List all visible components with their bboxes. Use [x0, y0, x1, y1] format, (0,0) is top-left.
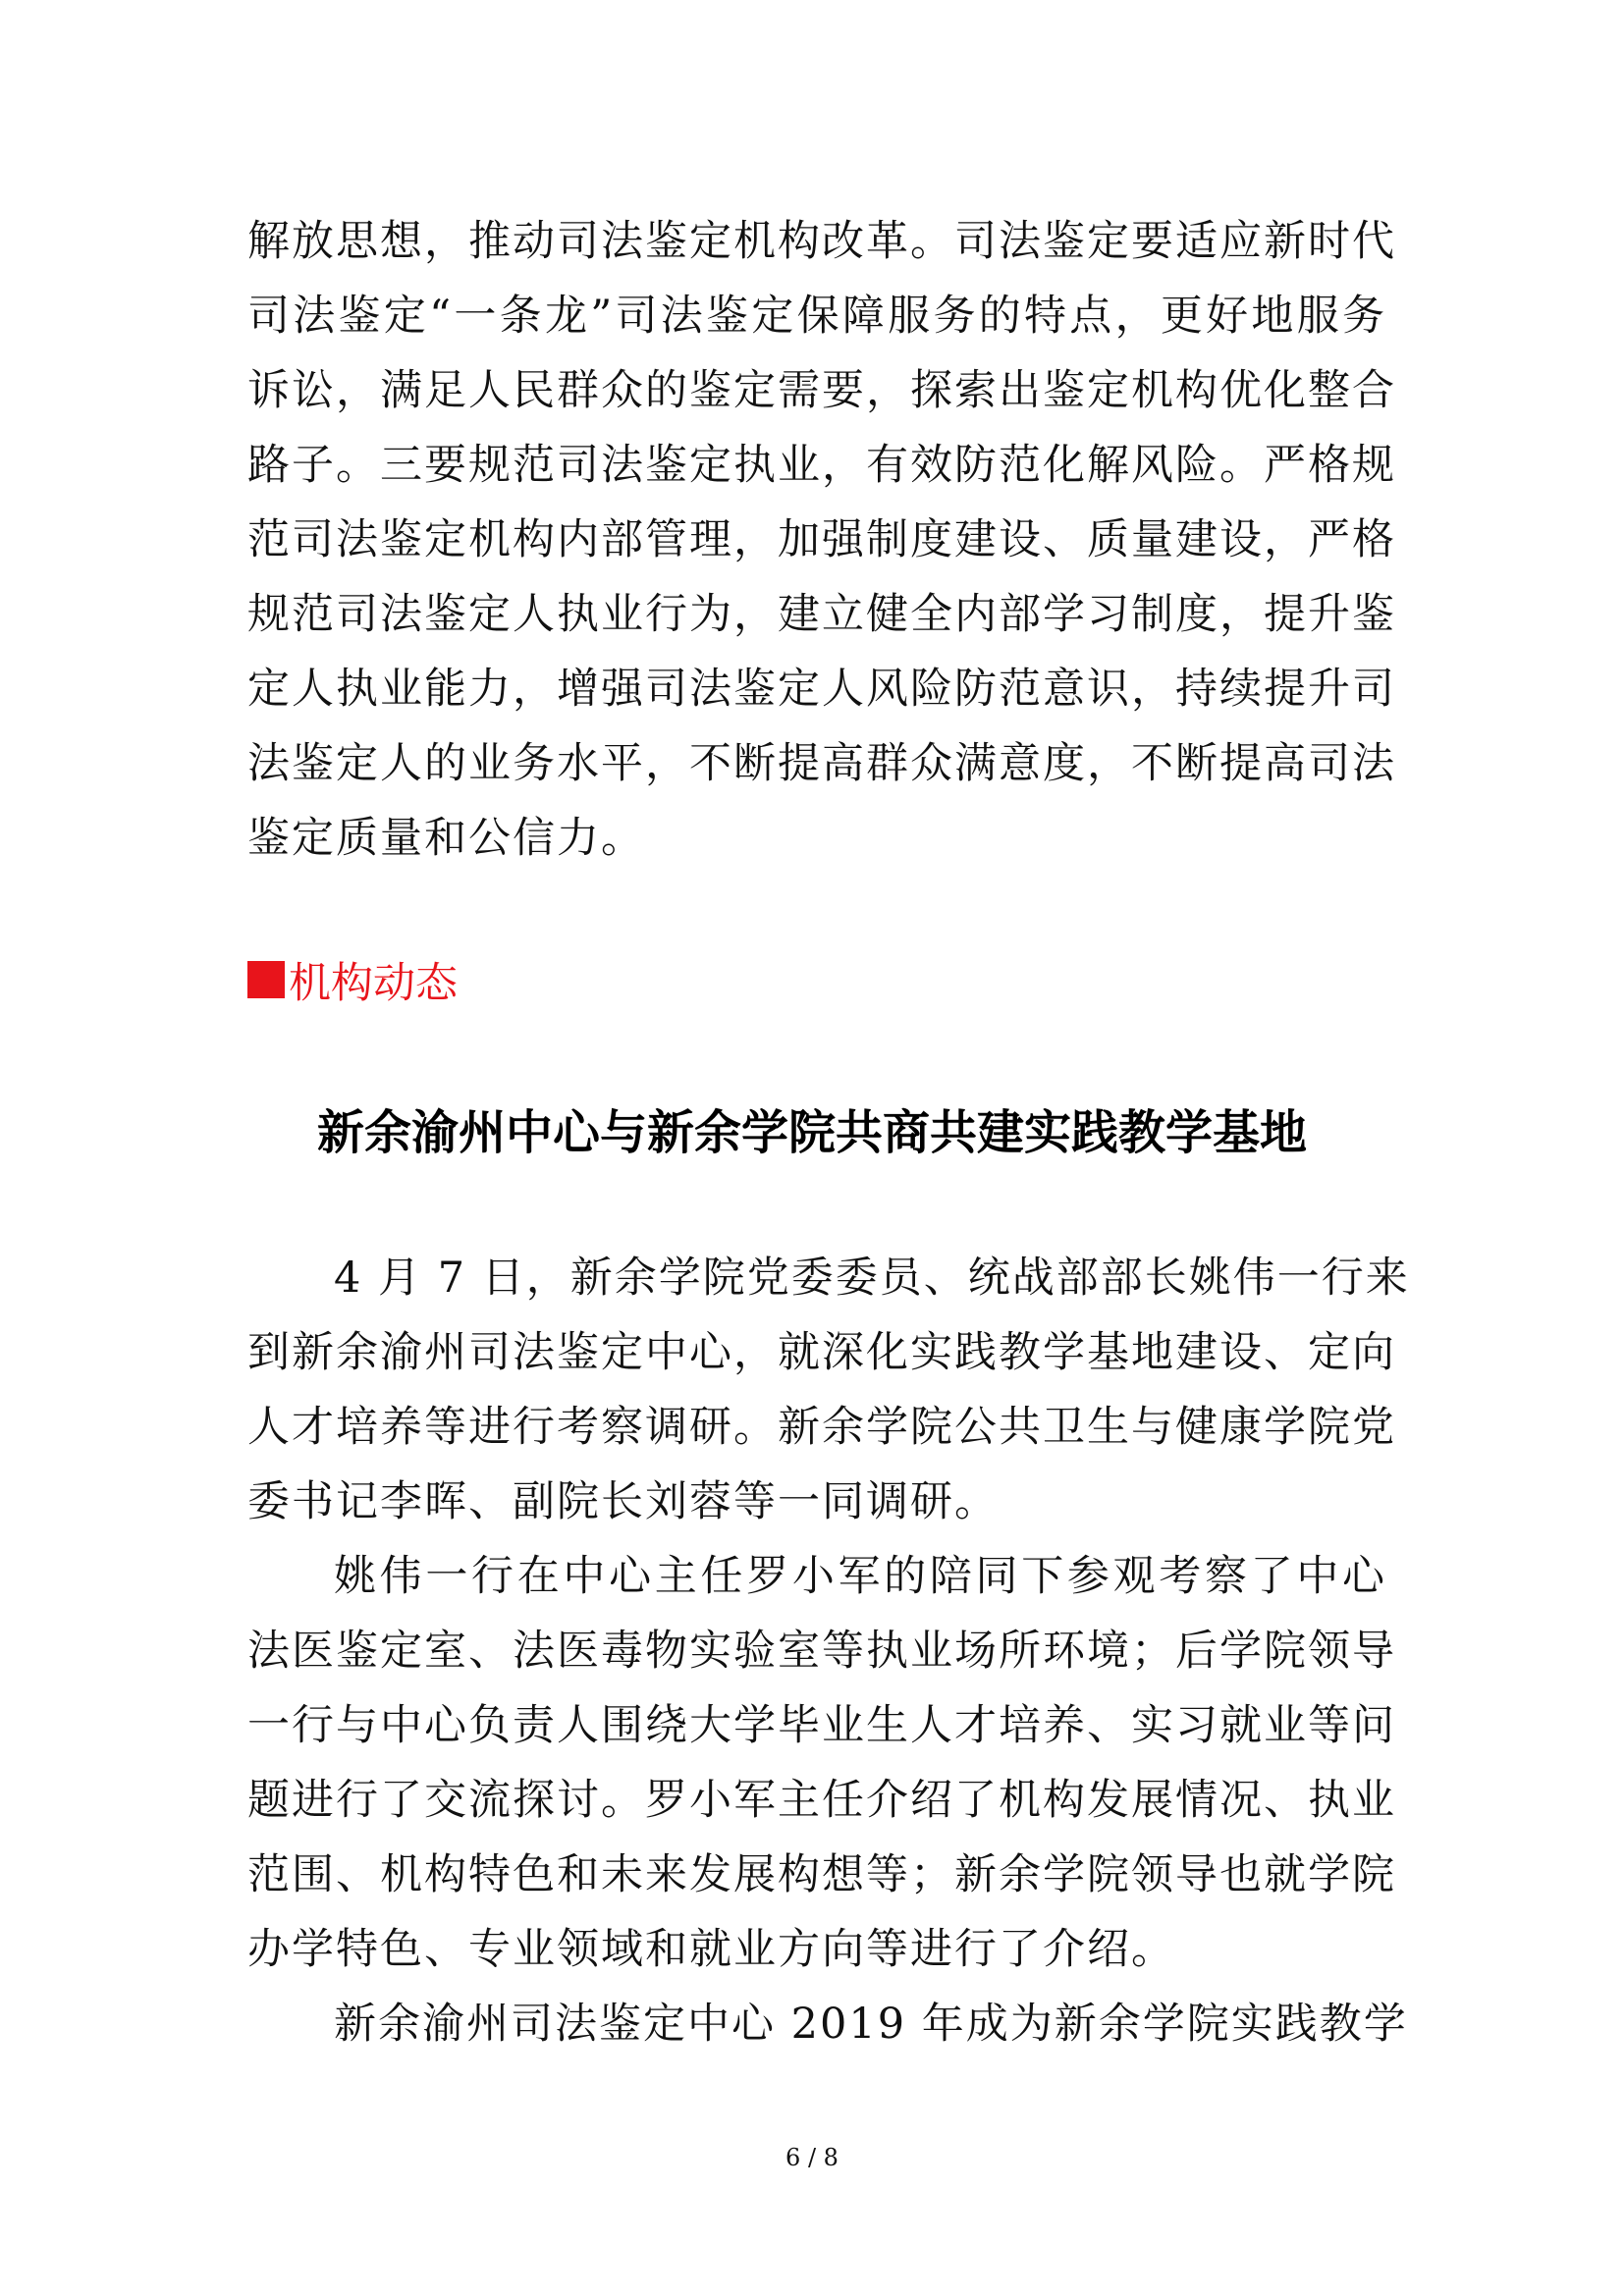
paragraph-line: 一行与中心负责人围绕大学毕业生人才培养、实习就业等问 [247, 1701, 1396, 1750]
paragraph-line: 解放思想，推动司法鉴定机构改革。司法鉴定要适应新时代 [247, 217, 1396, 266]
paragraph-line: 定人执业能力，增强司法鉴定人风险防范意识，持续提升司 [247, 665, 1396, 714]
article-title: 新余渝州中心与新余学院共商共建实践教学基地 [316, 1105, 1307, 1160]
paragraph-line: 委书记李晖、副院长刘蓉等一同调研。 [247, 1477, 999, 1526]
paragraph-line: 诉讼，满足人民群众的鉴定需要，探索出鉴定机构优化整合 [247, 366, 1396, 415]
paragraph-line: 人才培养等进行考察调研。新余学院公共卫生与健康学院党 [247, 1403, 1396, 1452]
section-header [247, 952, 458, 1007]
paragraph-line: 到新余渝州司法鉴定中心，就深化实践教学基地建设、定向 [247, 1328, 1396, 1377]
page-number: 6 / 8 [785, 2144, 839, 2171]
paragraph-line: 司法鉴定“一条龙”司法鉴定保障服务的特点，更好地服务 [247, 292, 1386, 341]
paragraph-line: 路子。三要规范司法鉴定执业，有效防范化解风险。严格规 [247, 441, 1396, 490]
section-label: 机构动态 [289, 958, 458, 1008]
paragraph-line: 法医鉴定室、法医毒物实验室等执业场所环境；后学院领导 [247, 1627, 1396, 1676]
paragraph-line: 法鉴定人的业务水平，不断提高群众满意度，不断提高司法 [247, 739, 1396, 788]
paragraph-line: 鉴定质量和公信力。 [247, 814, 645, 863]
paragraph-line: 范围、机构特色和未来发展构想等；新余学院领导也就学院 [247, 1850, 1396, 1899]
paragraph-line: 姚伟一行在中心主任罗小军的陪同下参观考察了中心 [334, 1552, 1386, 1601]
paragraph-line: 题进行了交流探讨。罗小军主任介绍了机构发展情况、执业 [247, 1776, 1396, 1825]
red-square-icon [247, 961, 285, 998]
paragraph-line: 范司法鉴定机构内部管理，加强制度建设、质量建设，严格 [247, 515, 1396, 564]
paragraph-line: 规范司法鉴定人执业行为，建立健全内部学习制度，提升鉴 [247, 590, 1396, 639]
paragraph-line: 4 月 7 日，新余学院党委委员、统战部部长姚伟一行来 [334, 1254, 1410, 1303]
paragraph-line: 办学特色、专业领域和就业方向等进行了介绍。 [247, 1925, 1175, 1974]
paragraph-line: 新余渝州司法鉴定中心 2019 年成为新余学院实践教学 [334, 2000, 1408, 2049]
